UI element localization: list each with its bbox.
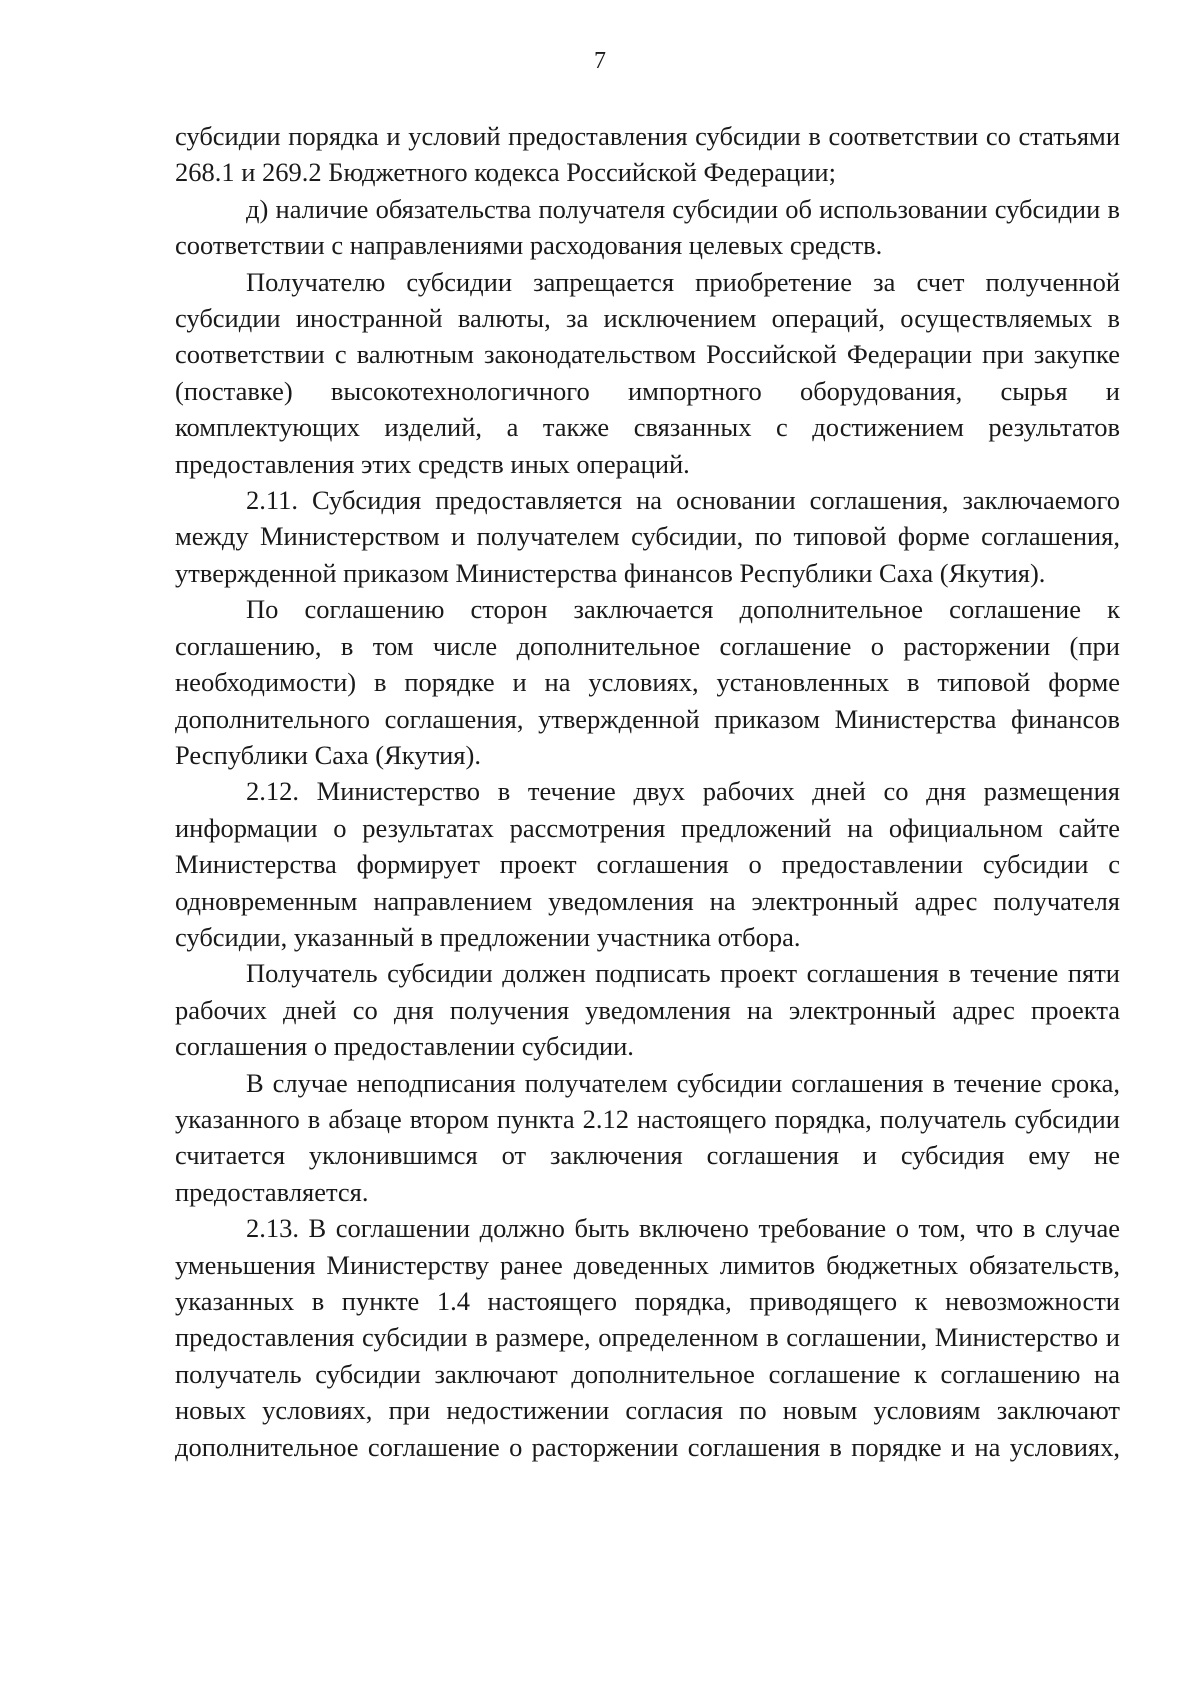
document-body [175,118,1120,1465]
paragraph-6: 2.12. Министерство в течение двух рабочих дней со дня размещения информации о результатах рассмотрения предложений на официальном сайте Министерства формирует проект соглашения о предоставлении субсидии с одновременным направлением уведомления на электронный адрес получателя субсидии, указанный в предложении участника отбора. [175,776,1120,952]
page-number: 7 [594,48,606,74]
paragraph-2: д) наличие обязательства получателя субсидии об использовании субсидии в соответствии с направлениями расходования целевых средств. [175,193,1120,261]
paragraph-9: 2.13. В соглашении должно быть включено требование о том, что в случае уменьшения Министерству ранее доведенных лимитов бюджетных обязательств, указанных в пункте 1.4 настоящего порядка, приводящего к невозможности предоставления субсидии в размере, определенном в соглашении, Министерство и получатель субсидии заключают дополнительное соглашение к соглашению на новых условиях, при недостижении согласия по новым условиям заключают дополнительное соглашение о расторжении соглашения в порядке и на условиях, [175,1213,1120,1462]
paragraph-3: Получателю субсидии запрещается приобретение за счет полученной субсидии иностранной валюты, за исключением операций, осуществляемых в соответствии с валютным законодательством Российской Федерации при закупке (поставке) высокотехнологичного импортного оборудования, сырья и комплектующих изделий, а также связанных с достижением результатов предоставления этих средств иных операций. [175,266,1120,479]
paragraph-7: Получатель субсидии должен подписать проект соглашения в течение пяти рабочих дней со дня получения уведомления на электронный адрес проекта соглашения о предоставлении субсидии. [175,958,1120,1062]
paragraph-4: 2.11. Субсидия предоставляется на основании соглашения, заключаемого между Министерством и получателем субсидии, по типовой форме соглашения, утвержденной приказом Министерства финансов Республики Саха (Якутия). [175,485,1120,588]
paragraph-8: В случае неподписания получателем субсидии соглашения в течение срока, указанного в абзаце втором пункта 2.12 настоящего порядка, получатель субсидии считается уклонившимся от заключения соглашения и субсидия ему не предоставляется. [175,1067,1120,1207]
paragraph-1: субсидии порядка и условий предоставления субсидии в соответствии со статьями 268.1 и 269.2 Бюджетного кодекса Российской Федерации; [175,121,1120,188]
paragraph-5: По соглашению сторон заключается дополнительное соглашение к соглашению, в том числе дополнительное соглашение о расторжении (при необходимости) в порядке и на условиях, установленных в типовой форме дополнительного соглашения, утвержденной приказом Министерства финансов Республики Саха (Якутия). [175,594,1120,770]
